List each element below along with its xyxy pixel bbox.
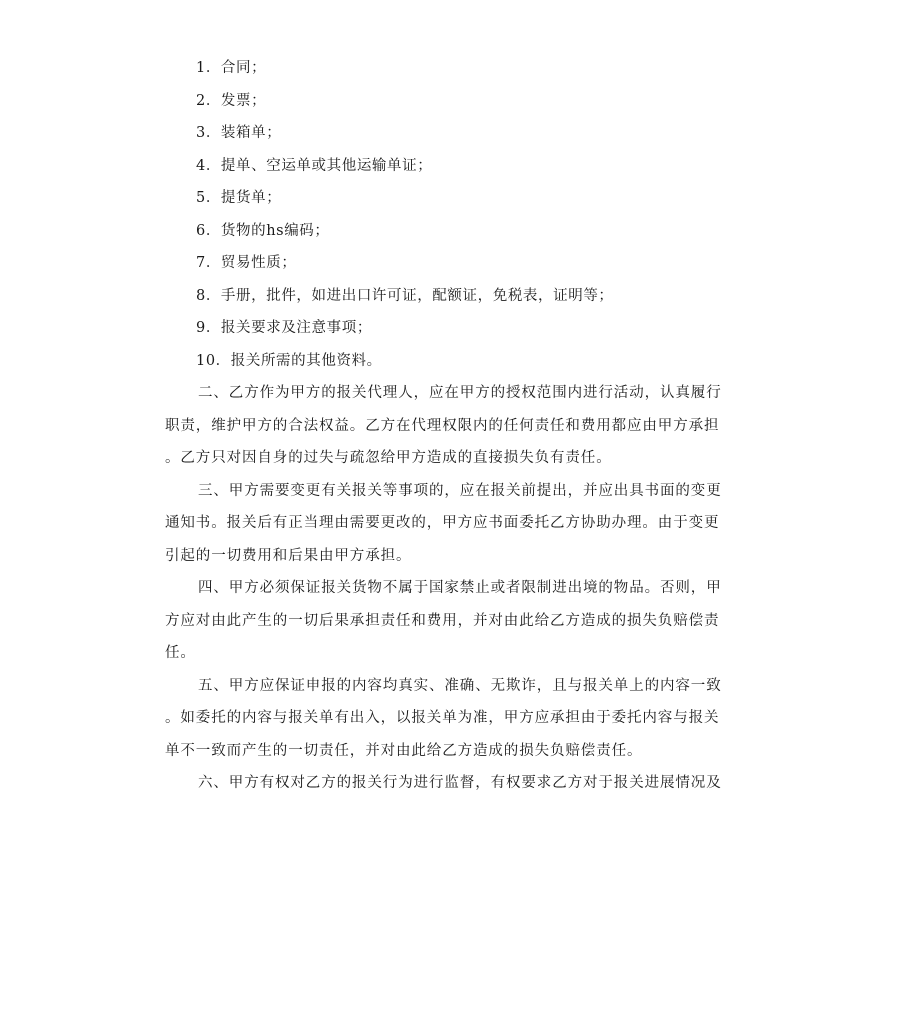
paragraph-3 [165,475,757,573]
list-item-1: 1．合同； [196,60,267,76]
paragraph-line: 四、甲方必须保证报关货物不属于国家禁止或者限制进出境的物品。否则，甲 [198,580,722,596]
paragraph-line: 职责，维护甲方的合法权益。乙方在代理权限内的任何责任和费用都应由甲方承担 [165,417,720,434]
paragraph-5 [165,670,757,768]
paragraph-line: 五、甲方应保证申报的内容均真实、准确、无欺诈，且与报关单上的内容一致 [198,677,722,694]
paragraph-line: 六、甲方有权对乙方的报关行为进行监督，有权要求乙方对于报关进展情况及 [198,775,722,791]
list-item-9: 9．报关要求及注意事项； [196,320,372,336]
list-item-3: 3．装箱单； [196,125,282,141]
list-item-7: 7．贸易性质； [196,255,297,271]
paragraph-6 [165,767,757,800]
list-item-10: 10．报关所需的其他资料。 [196,352,382,369]
paragraph-2 [165,377,757,475]
paragraph-line: 。乙方只对因自身的过失与疏忽给甲方造成的直接损失负有责任。 [165,450,612,466]
paragraph-line: 方应对由此产生的一切后果承担责任和费用，并对由此给乙方造成的损失负赔偿责 [165,612,720,629]
list-item-5: 5．提货单； [196,190,282,206]
paragraph-4 [165,572,757,670]
paragraph-line: 二、乙方作为甲方的报关代理人，应在甲方的授权范围内进行活动，认真履行 [198,385,722,401]
paragraph-line: 单不一致而产生的一切责任，并对由此给乙方造成的损失负赔偿责任。 [165,742,643,759]
paragraph-line: 引起的一切费用和后果由甲方承担。 [165,547,412,564]
paragraph-line: 三、甲方需要变更有关报关等事项的，应在报关前提出，并应出具书面的变更 [198,482,722,499]
list-item-4: 4．提单、空运单或其他运输单证； [196,157,433,174]
list-item-2: 2．发票； [196,92,267,109]
paragraph-line: 。如委托的内容与报关单有出入，以报关单为准，甲方应承担由于委托内容与报关 [165,710,720,726]
list-item-6: 6．货物的hs编码； [196,222,330,239]
document-body [165,52,757,800]
paragraph-line: 任。 [165,645,196,661]
paragraph-line: 通知书。报关后有正当理由需要更改的，甲方应书面委托乙方协助办理。由于变更 [165,515,720,531]
list-item-8: 8．手册，批件，如进出口许可证，配额证，免税表，证明等； [196,287,614,304]
